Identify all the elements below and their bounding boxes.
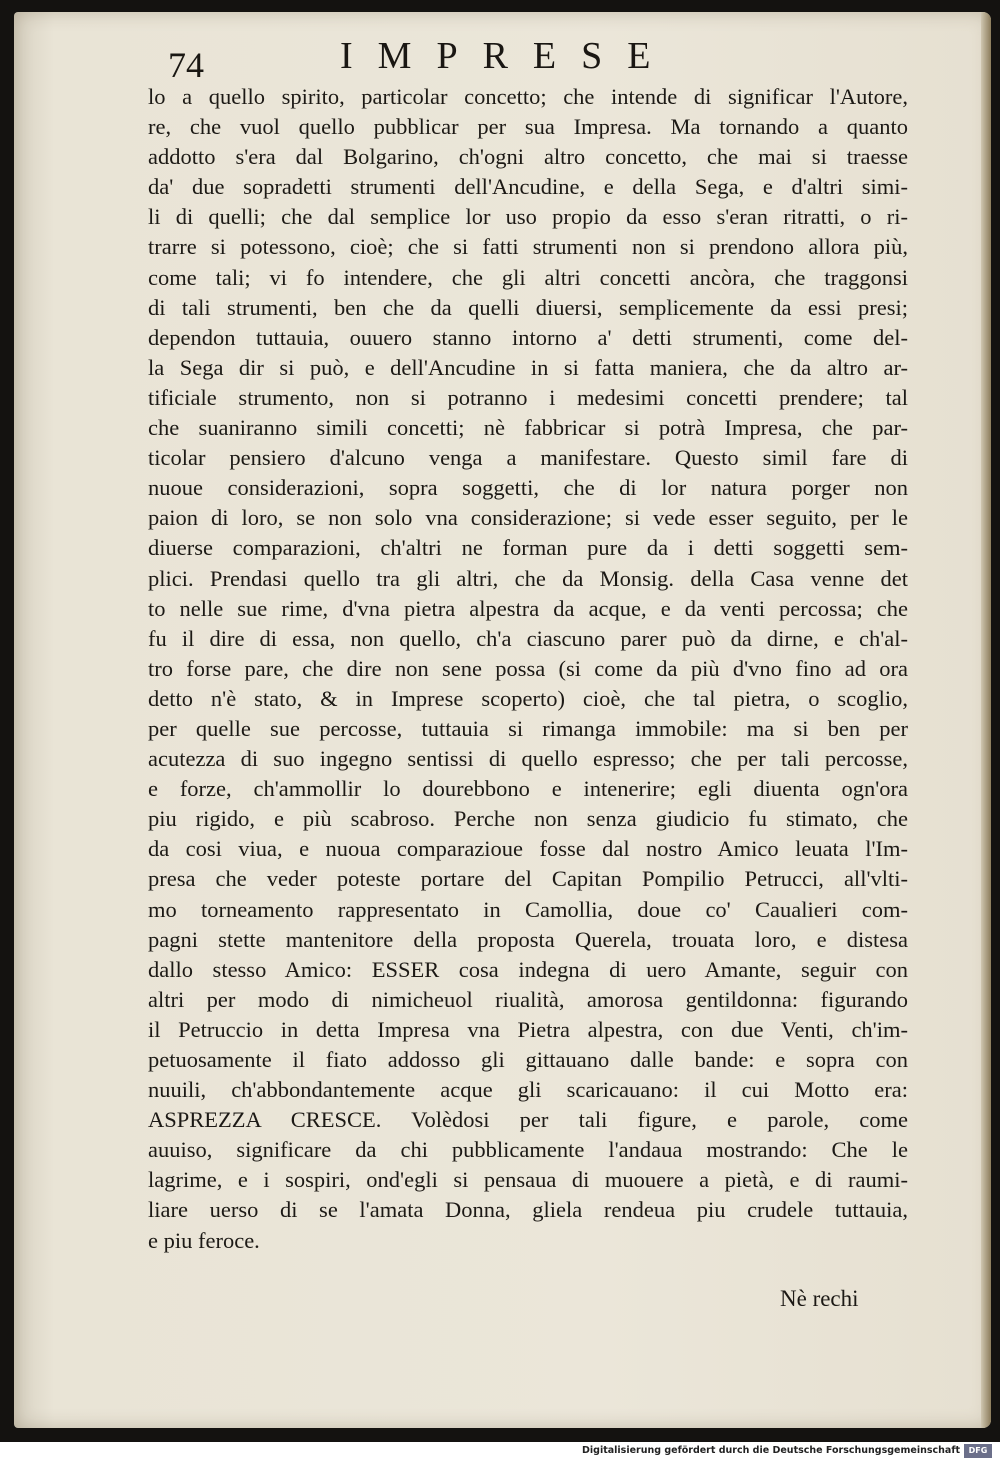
footer-credit: Digitalisierung gefördert durch die Deutsche Forschungsgemeinschaft — [582, 1445, 960, 1456]
page-edge — [981, 12, 991, 1428]
text-line: dependon tuttauia, ouuero stanno intorno a' detti strumenti, come del- — [148, 324, 908, 350]
text-line: nuoue considerazioni, sopra soggetti, che di lor natura porger non — [148, 475, 908, 501]
dfg-logo-icon: DFG — [964, 1444, 992, 1458]
text-line: il Petruccio in detta Impresa vna Pietra alpestra, con due Venti, ch'im- — [148, 1016, 908, 1042]
text-line: la Sega dir si può, e dell'Ancudine in si fatta maniera, che da altro ar- — [148, 354, 908, 380]
text-line: per quelle sue percosse, tuttauia si rimanga immobile: ma si ben per — [148, 715, 908, 741]
text-line: nuuili, ch'abbondantemente acque gli scaricauano: il cui Motto era: — [148, 1077, 908, 1103]
text-line: fu il dire di essa, non quello, ch'a ciascuno parer può da dirne, e ch'al- — [148, 625, 908, 651]
text-line: presa che veder poteste portare del Capitan Pompilio Petrucci, all'vlti- — [148, 866, 908, 892]
text-line: ASPREZZA CRESCE. Volèdosi per tali figure, e parole, come — [148, 1107, 908, 1133]
text-line: e piu feroce. — [148, 1227, 260, 1253]
text-line: to nelle sue rime, d'vna pietra alpestra da acque, e da venti percossa; che — [148, 595, 908, 621]
text-line: liare uerso di se l'amata Donna, gliela rendeua piu crudele tuttauia, — [148, 1197, 908, 1223]
text-line: tificiale strumento, non si potranno i medesimi concetti prendere; tal — [148, 384, 908, 410]
text-line: piu rigido, e più scabroso. Perche non senza giudicio fu stimato, che — [148, 806, 908, 832]
text-line: paion di loro, se non solo vna considerazione; si vede esser seguito, per le — [148, 505, 908, 531]
text-line: da' due sopradetti strumenti dell'Ancudine, e della Sega, e d'altri simi- — [148, 174, 908, 200]
text-line: detto n'è stato, & in Imprese scoperto) cioè, che tal pietra, o scoglio, — [148, 685, 908, 711]
catchword: Nè rechi — [780, 1286, 859, 1311]
text-line: addotto s'era dal Bolgarino, ch'ogni altro concetto, che mai si traesse — [148, 144, 908, 170]
page-number: 74 — [168, 45, 204, 85]
text-line: da cosi viua, e nuoua comparazioue fosse dal nostro Amico leuata l'Im- — [148, 836, 908, 862]
text-line: mo torneamento rappresentato in Camollia, doue co' Caualieri com- — [148, 896, 908, 922]
text-line: e forze, ch'ammollir lo dourebbono e intenerire; egli diuenta ogn'ora — [148, 776, 908, 802]
text-line: come tali; vi fo intendere, che gli altri concetti ancòra, che traggonsi — [148, 264, 908, 290]
footer-bar — [0, 1442, 1000, 1462]
text-line: acutezza di suo ingegno sentissi di quello espresso; che per tali percosse, — [148, 746, 908, 772]
text-line: lagrime, e i sospiri, ond'egli si pensaua di muouere a pietà, e di raumi- — [148, 1167, 908, 1193]
text-line: lo a quello spirito, particolar concetto; che intende di significar l'Autore, — [148, 84, 908, 109]
text-line: diuerse comparazioni, ch'altri ne forman pure da i detti soggetti sem- — [148, 535, 908, 561]
text-line: tro forse pare, che dire non sene possa (si come da più d'vno fino ad ora — [148, 655, 908, 681]
text-line: petuosamente il fiato addosso gli gittauano dalle bande: e sopra con — [148, 1047, 908, 1072]
text-line: plici. Prendasi quello tra gli altri, che da Monsig. della Casa venne det — [148, 565, 908, 591]
running-title: IMPRESE — [340, 35, 676, 77]
text-line: pagni stette mantenitore della proposta Querela, trouata loro, e distesa — [148, 926, 908, 952]
text-line: altri per modo di nimicheuol riualità, amorosa gentildonna: figurando — [148, 986, 908, 1012]
text-line: re, che vuol quello pubblicar per sua Impresa. Ma tornando a quanto — [148, 114, 908, 140]
body-text — [148, 82, 908, 1256]
text-line: auuiso, significare da chi pubblicamente l'andaua mostrando: Che le — [148, 1137, 908, 1163]
text-line: che suaniranno simili concetti; nè fabbricar si potrà Impresa, che par- — [148, 415, 908, 441]
text-line: li di quelli; che dal semplice lor uso propio da esso s'eran ritratti, o ri- — [148, 204, 908, 230]
text-line: di tali strumenti, ben che da quelli diuersi, semplicemente da essi presi; — [148, 294, 908, 320]
text-line: trarre si potessono, cioè; che si fatti strumenti non si prendono allora più, — [148, 234, 908, 260]
text-line: dallo stesso Amico: ESSER cosa indegna di uero Amante, seguir con — [148, 956, 908, 982]
text-line: ticolar pensiero d'alcuno venga a manifestare. Questo simil fare di — [148, 445, 908, 471]
